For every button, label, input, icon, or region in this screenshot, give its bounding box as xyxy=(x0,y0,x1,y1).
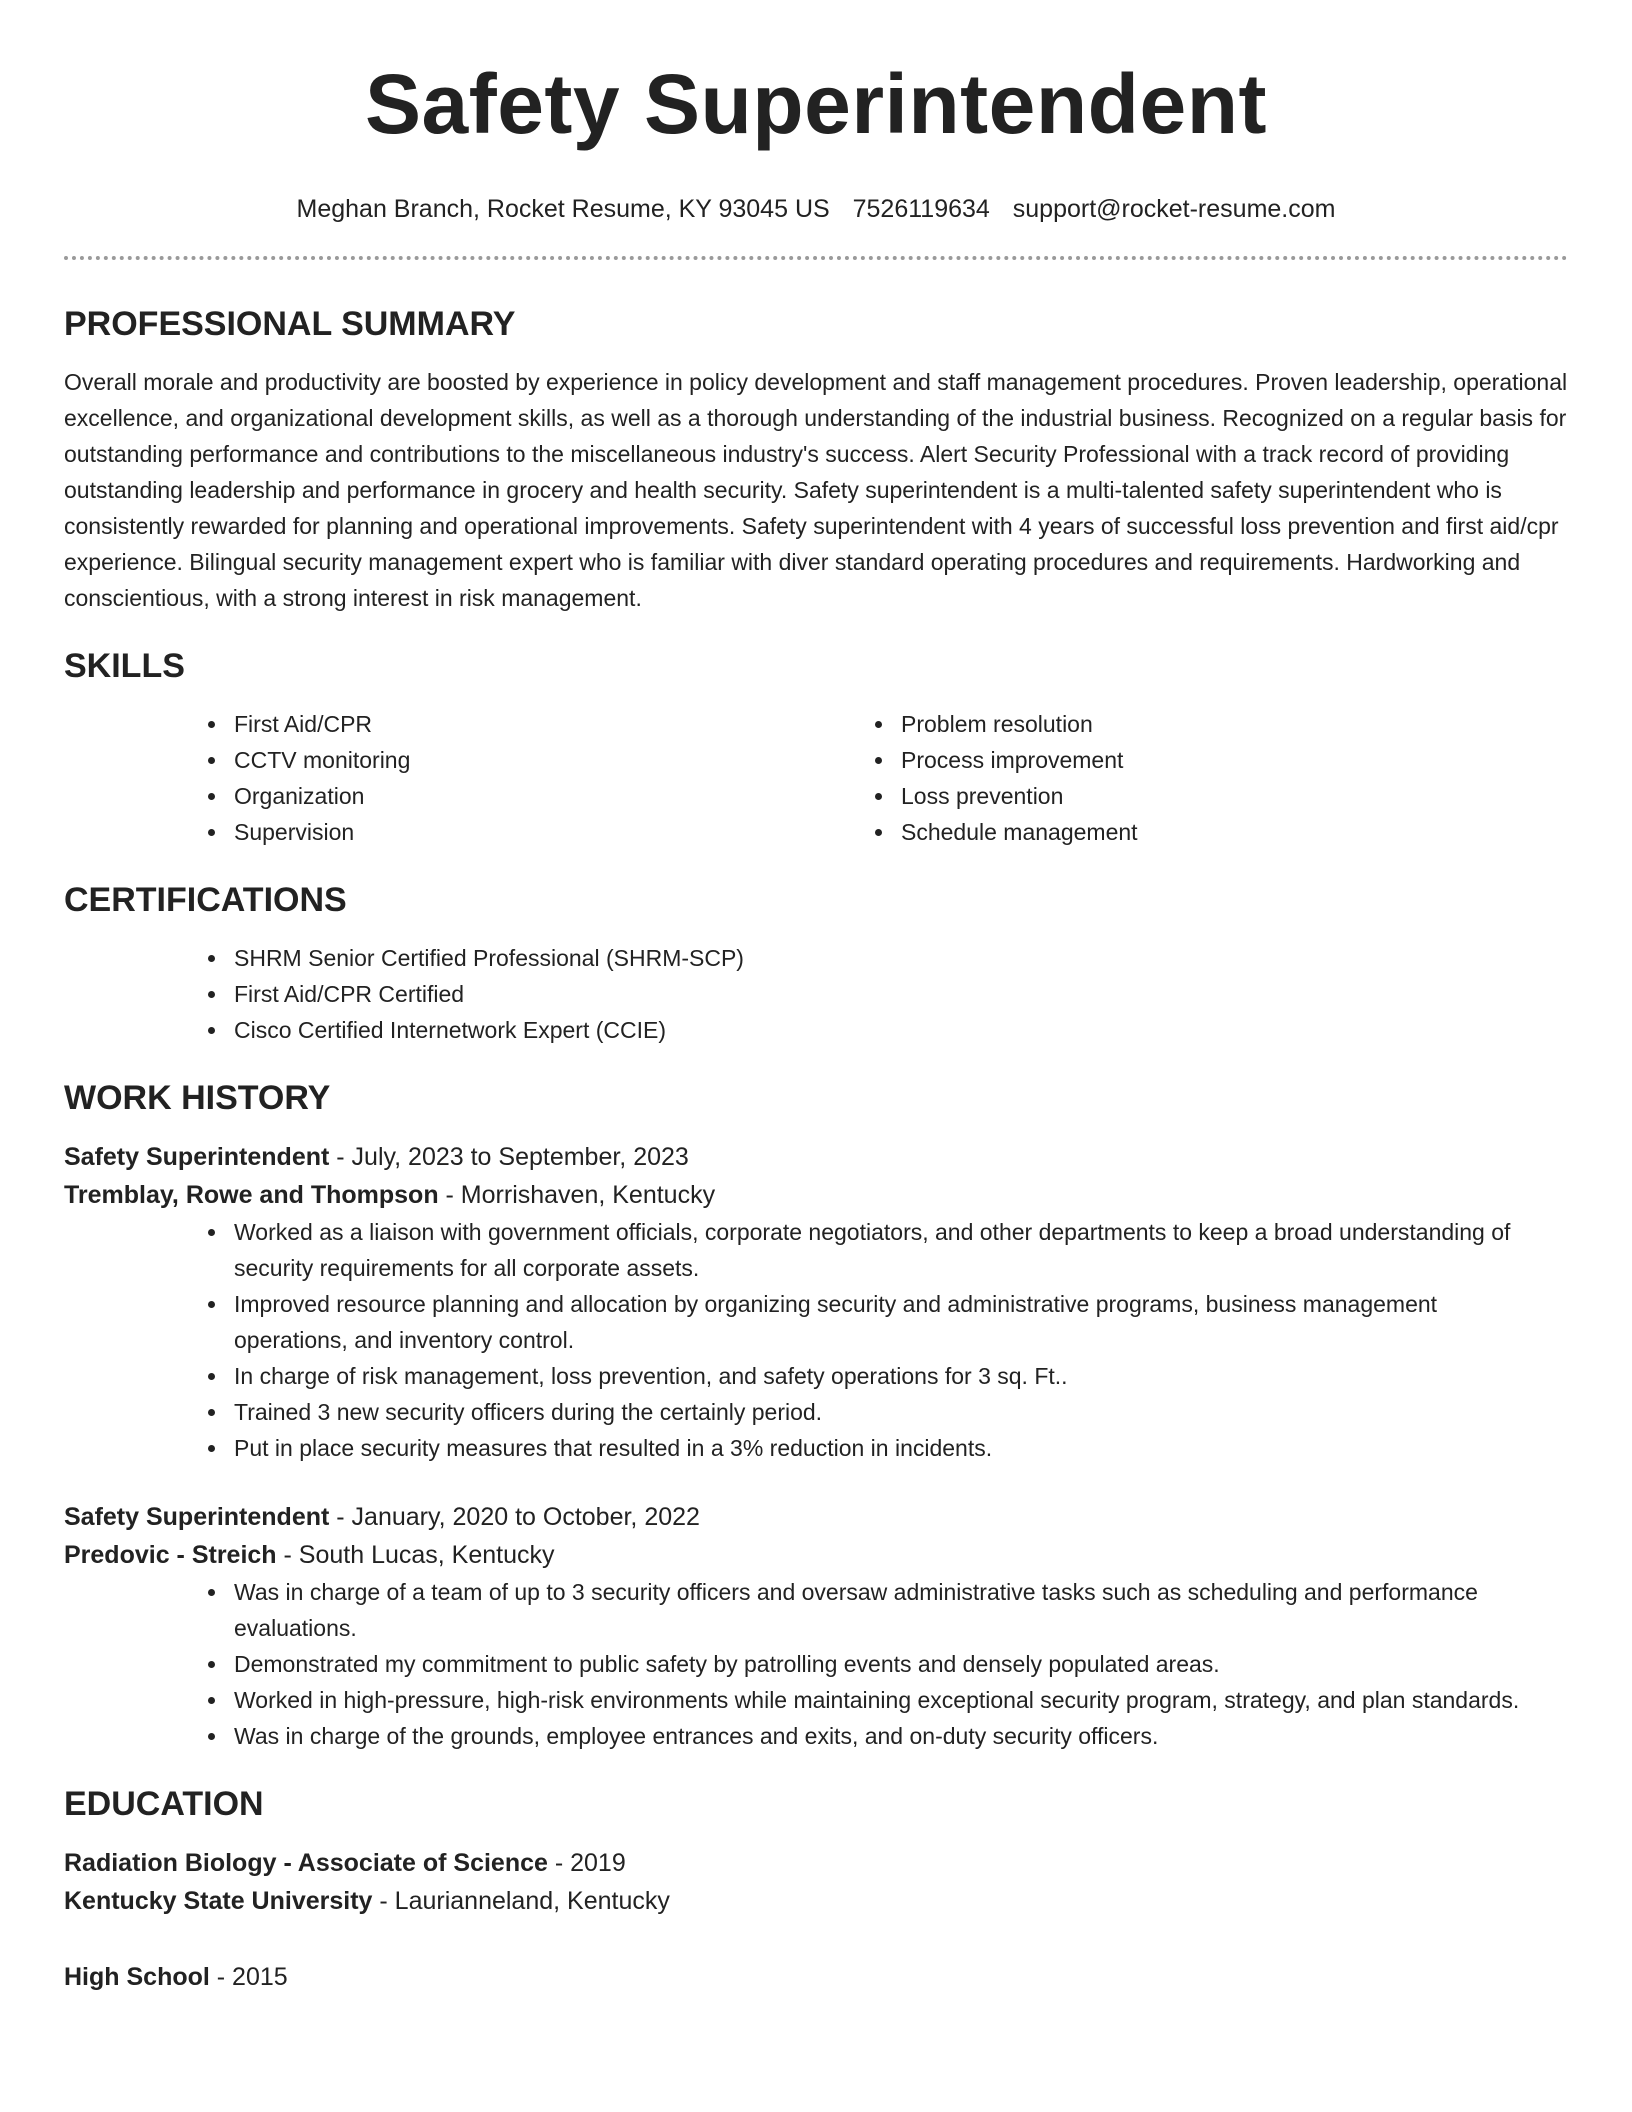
job-entry xyxy=(64,1138,1568,1466)
certification-item: SHRM Senior Certified Professional (SHRM-SCP) xyxy=(234,940,1568,976)
certifications-list xyxy=(64,940,1568,1048)
header-divider xyxy=(64,256,1568,260)
skill-item: Loss prevention xyxy=(901,778,1568,814)
job-location: - South Lucas, Kentucky xyxy=(276,1541,555,1569)
job-title-line xyxy=(64,1138,1568,1176)
certification-item: First Aid/CPR Certified xyxy=(234,976,1568,1012)
education-year: - 2019 xyxy=(547,1849,626,1877)
job-duty: Worked in high-pressure, high-risk environments while maintaining exceptional security program, strategy, and plan standards. xyxy=(234,1682,1568,1718)
work-history-heading: WORK HISTORY xyxy=(64,1079,331,1117)
job-location: - Morrishaven, Kentucky xyxy=(438,1181,716,1209)
certification-item: Cisco Certified Internetwork Expert (CCIE) xyxy=(234,1012,1568,1048)
skill-item: CCTV monitoring xyxy=(234,742,901,778)
job-entry xyxy=(64,1498,1568,1754)
work-history-section xyxy=(64,1078,1568,1754)
job-company-line xyxy=(64,1176,1568,1214)
skills-heading: SKILLS xyxy=(64,647,185,685)
contact-email: support@rocket-resume.com xyxy=(1012,195,1336,223)
job-company-line xyxy=(64,1536,1568,1574)
education-degree-line xyxy=(64,1958,1568,1996)
certifications-section xyxy=(64,880,1568,1048)
skills-grid xyxy=(64,706,1568,850)
skill-item: Supervision xyxy=(234,814,901,850)
job-dates: - July, 2023 to September, 2023 xyxy=(329,1143,689,1171)
job-duty: Was in charge of the grounds, employee entrances and exits, and on-duty security officers. xyxy=(234,1718,1568,1754)
skill-item: Problem resolution xyxy=(901,706,1568,742)
skill-item: Schedule management xyxy=(901,814,1568,850)
job-duty: Was in charge of a team of up to 3 security officers and oversaw administrative tasks such as scheduling and performance evaluations. xyxy=(234,1574,1568,1646)
job-title: Safety Superintendent xyxy=(64,1143,330,1171)
job-company: Predovic - Streich xyxy=(64,1541,277,1569)
education-degree: High School xyxy=(64,1963,210,1991)
job-duty: Trained 3 new security officers during the certainly period. xyxy=(234,1394,1568,1430)
education-year: - 2015 xyxy=(209,1963,288,1991)
education-school: Kentucky State University xyxy=(64,1887,373,1915)
contact-address: Meghan Branch, Rocket Resume, KY 93045 US xyxy=(296,195,830,223)
job-duty: In charge of risk management, loss prevention, and safety operations for 3 sq. Ft.. xyxy=(234,1358,1568,1394)
education-degree: Radiation Biology - Associate of Science xyxy=(64,1849,548,1877)
education-heading: EDUCATION xyxy=(64,1785,264,1823)
education-school-line xyxy=(64,1882,1568,1920)
education-entry xyxy=(64,1844,1568,1920)
summary-text: Overall morale and productivity are boosted by experience in policy development and staff management procedures. Proven leadership, operational excellence, and organizational development skills, as well as a thorough understanding of the industrial business. Recognized on a regular basis for outstanding performance and contributions to the miscellaneous industry's success. Alert Security Professional with a track record of providing outstanding leadership and performance in grocery and health security. Safety superintendent is a multi-talented safety superintendent who is consistently rewarded for planning and operational improvements. Safety superintendent with 4 years of successful loss prevention and first aid/cpr experience. Bilingual security management expert who is familiar with diver standard operating procedures and requirements. Hardworking and conscientious, with a strong interest in risk management. xyxy=(64,369,1568,611)
job-company: Tremblay, Rowe and Thompson xyxy=(64,1181,439,1209)
job-dates: - January, 2020 to October, 2022 xyxy=(329,1503,700,1531)
job-duties-list xyxy=(64,1214,1568,1466)
job-title-line xyxy=(64,1498,1568,1536)
skills-section xyxy=(64,646,1568,850)
job-title: Safety Superintendent xyxy=(64,1503,330,1531)
job-duties-list xyxy=(64,1574,1568,1754)
job-duty: Improved resource planning and allocation by organizing security and administrative programs, business management operations, and inventory control. xyxy=(234,1286,1568,1358)
skill-item: Organization xyxy=(234,778,901,814)
contact-phone: 7526119634 xyxy=(852,195,990,223)
education-section xyxy=(64,1784,1568,1996)
skill-item: First Aid/CPR xyxy=(234,706,901,742)
resume-title: Safety Superintendent xyxy=(365,57,1267,151)
certifications-heading: CERTIFICATIONS xyxy=(64,881,347,919)
job-duty: Worked as a liaison with government officials, corporate negotiators, and other departments to keep a broad understanding of security requirements for all corporate assets. xyxy=(234,1214,1568,1286)
summary-section xyxy=(64,304,1568,616)
skill-item: Process improvement xyxy=(901,742,1568,778)
education-entry xyxy=(64,1958,1568,1996)
job-duty: Demonstrated my commitment to public safety by patrolling events and densely populated areas. xyxy=(234,1646,1568,1682)
job-duty: Put in place security measures that resulted in a 3% reduction in incidents. xyxy=(234,1430,1568,1466)
contact-line xyxy=(64,194,1568,224)
education-degree-line xyxy=(64,1844,1568,1882)
skills-list-right xyxy=(901,706,1568,850)
summary-heading: PROFESSIONAL SUMMARY xyxy=(64,305,516,343)
skills-list-left xyxy=(64,706,901,850)
education-location: - Laurianneland, Kentucky xyxy=(372,1887,670,1915)
